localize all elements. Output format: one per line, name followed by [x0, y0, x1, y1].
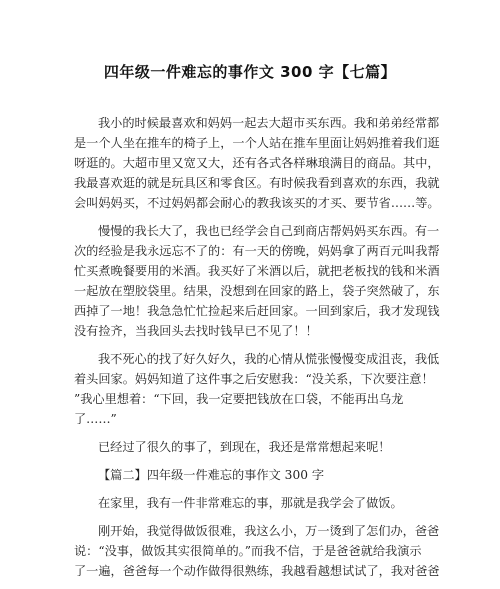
paragraph-6	[74, 521, 440, 581]
text-line: 我小的时候最喜欢和妈妈一起去大超市买东西。我和弟弟经常都	[98, 116, 440, 130]
text-line: 是一个人坐在推车的椅子上，一个人站在推车里面让妈妈推着我们逛	[74, 136, 440, 150]
text-line: 我不死心的找了好久好久，我的心情从慌张慢慢变成沮丧，我低	[98, 352, 440, 366]
text-line: 了……”	[74, 412, 117, 426]
text-line: 在家里，我有一件非常难忘的事，那就是我学会了做饭。	[98, 496, 403, 510]
text-line: 会叫妈妈买，不过妈妈都会耐心的教我该买的才买、要节省……等。	[74, 196, 440, 210]
text-line: ”我心里想着：“下回，我一定要把钱放在口袋，不能再出乌龙	[74, 392, 404, 406]
paragraph-4	[74, 437, 424, 457]
paragraph-5	[74, 493, 424, 513]
text-line: 着头回家。妈妈知道了这件事之后安慰我：“没关系，下次要注意！	[74, 372, 434, 386]
text-line: 说：“没事，做饭其实很简单的。”而我不信，于是爸爸就给我演示	[74, 544, 422, 558]
text-line: 了一遍，爸爸每一个动作做得很熟练，我越看越想试试了，我对爸爸	[74, 564, 440, 578]
section-heading-text: 【篇二】四年级一件难忘的事作文 300 字	[98, 468, 325, 482]
paragraph-3	[74, 349, 440, 429]
section-heading	[74, 465, 424, 485]
text-line: 已经过了很久的事了，到现在，我还是常常想起来呢！	[98, 440, 391, 454]
text-line: 西掉了一地！我急急忙忙捡起来后赶回家。一回到家后，我才发现钱	[74, 304, 440, 318]
paragraph-2	[74, 221, 440, 341]
text-line: 一起放在塑胶袋里。结果，没想到在回家的路上，袋子突然破了，东	[74, 284, 440, 298]
text-line: 慢慢的我长大了，我也已经学会自己到商店帮妈妈买东西。有一	[98, 224, 440, 238]
text-line: 呀逛的。大超市里又宽又大，还有各式各样琳琅满目的商品。其中，	[74, 156, 440, 170]
document-title: 四年级一件难忘的事作文 300 字【七篇】	[103, 63, 397, 81]
paragraph-1	[74, 113, 440, 213]
text-line: 次的经验是我永远忘不了的：有一天的傍晚，妈妈拿了两百元叫我帮	[74, 244, 440, 258]
text-line: 忙买煮晚餐要用的米酒。我买好了米酒以后，就把老板找的钱和米酒	[74, 264, 440, 278]
text-line: 刚开始，我觉得做饭很难，我这么小，万一烫到了怎们办，爸爸	[98, 524, 440, 538]
text-line: 没有捡齐，当我回头去找时钱早已不见了！！	[74, 324, 318, 338]
text-line: 我最喜欢逛的就是玩具区和零食区。有时候我看到喜欢的东西，我就	[74, 176, 440, 190]
document-body	[74, 113, 440, 589]
